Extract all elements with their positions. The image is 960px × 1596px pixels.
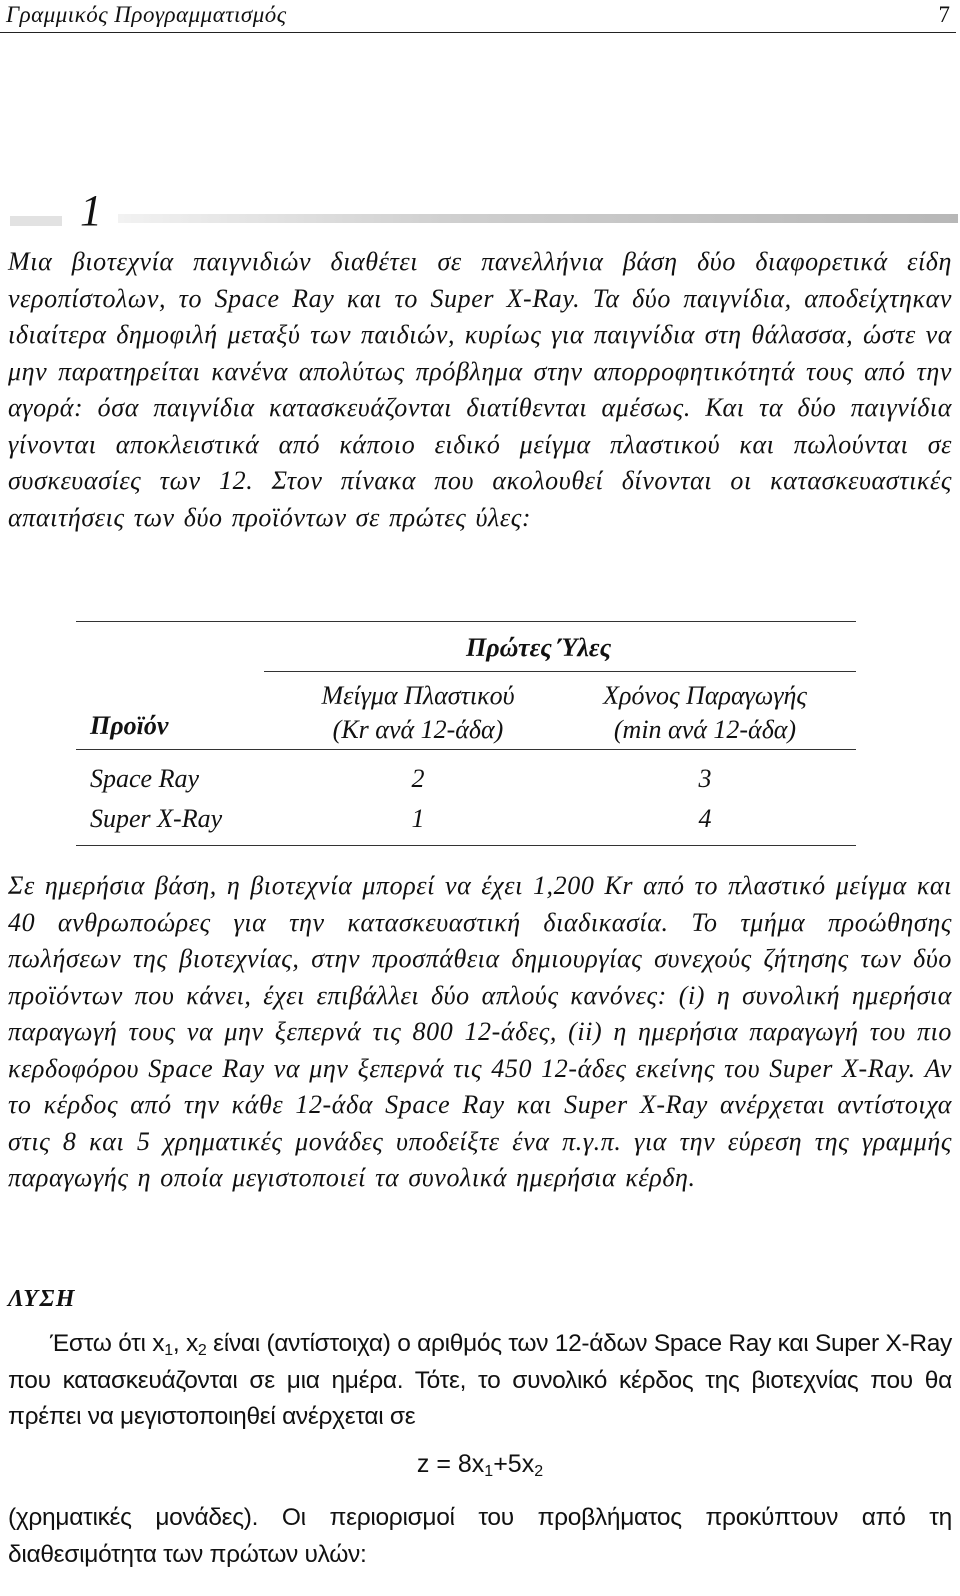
objective-formula — [0, 1450, 960, 1479]
raw-materials-table — [76, 621, 856, 846]
subscript-2: 2 — [197, 1342, 207, 1359]
variable-x: x — [152, 1330, 165, 1357]
formula-mid: +5x — [493, 1450, 535, 1478]
table-header-time — [560, 679, 850, 747]
table-header-rule — [76, 749, 856, 750]
solution-paragraph-2: (χρηματικές μονάδες). Οι περιορισμοί του προβλήματος προκύπτουν από τη διαθεσιμότητα των πρώτων υλών: — [8, 1504, 952, 1568]
page-number: 7 — [938, 2, 950, 27]
table-header-time-line2: (min ανά 12-άδα) — [613, 715, 797, 744]
table-row-time: 4 — [698, 804, 712, 833]
table-row-product: Super X-Ray — [90, 804, 223, 833]
running-title: Γραμμικός Προγραμματισμός — [6, 2, 287, 27]
problem-intro-paragraph: Μια βιοτεχνία παιγνιδιών διαθέτει σε πανελλήνια βάση δύο διαφορετικά είδη νεροπίστολων, το Space Ray και το Super X-Ray. Τα δύο παιγνίδια, αποδείχτηκαν ιδιαίτερα δημοφιλή μεταξύ των παιδιών, κυρίως για παιγνίδια στη θάλασσα, ώστε να μην παρατηρείται κανένα απολύτως πρόβλημα στην απορροφητικότητά τους από την αγορά: όσα παιγνίδια κατασκευάζονται διατίθενται αμέσως. Και τα δύο παιγνίδια γίνονται αποκλειστικά από κάποιο ειδικό μείγμα πλαστικού και πωλούνται σε συσκευασίες των 12. Στον πίνακα που ακολουθεί δίνονται οι κατασκευαστικές απαιτήσεις των δύο προϊόντων σε πρώτες ύλες: — [8, 247, 952, 532]
table-row-product: Space Ray — [90, 764, 200, 793]
subscript-1: 1 — [484, 1463, 494, 1480]
table-group-rule — [264, 671, 856, 672]
table-header-plastic — [278, 679, 558, 747]
marker-bar-right — [118, 214, 958, 223]
exercise-number: 1 — [80, 186, 102, 235]
solution-text-rest: είναι (αντίστοιχα) ο αριθμός των 12-άδων Space Ray και Super X-Ray που κατασκευάζονται σε μια ημέρα. Τότε, το συνολικό κέρδος της βιοτεχνίας που θα πρέπει να μεγιστοποιηθεί ανέρχεται σε — [8, 1330, 952, 1430]
variable-x: x — [185, 1330, 198, 1357]
table-row-plastic: 1 — [411, 804, 425, 833]
marker-bar-left — [10, 216, 62, 226]
solution-paragraph-1 — [8, 1326, 952, 1436]
subscript-1: 1 — [164, 1342, 173, 1359]
table-row-time: 3 — [698, 764, 712, 793]
table-header-plastic-line1: Μείγμα Πλαστικού — [321, 681, 515, 710]
table-header-time-line1: Χρόνος Παραγωγής — [603, 681, 807, 710]
table-row-plastic: 2 — [411, 764, 425, 793]
solution-heading: ΛΥΣΗ — [8, 1286, 76, 1312]
table-header-plastic-line2: (Kr ανά 12-άδα) — [332, 715, 504, 744]
formula-lhs: z = 8x — [416, 1450, 485, 1478]
solution-text-intro: Έστω ότι — [50, 1330, 153, 1357]
exercise-marker — [0, 186, 960, 236]
table-bottom-rule — [76, 845, 856, 846]
separator: , — [172, 1330, 186, 1357]
table-group-header: Πρώτες Ύλες — [466, 633, 612, 662]
table-header-product: Προϊόν — [90, 711, 169, 740]
table-top-rule — [76, 621, 856, 622]
subscript-2: 2 — [534, 1463, 544, 1480]
running-header — [0, 0, 956, 33]
problem-continuation-paragraph: Σε ημερήσια βάση, η βιοτεχνία μπορεί να έχει 1,200 Kr από το πλαστικό μείγμα και 40 ανθρωποώρες για την κατασκευαστική διαδικασία. Το τμήμα προώθησης πωλήσεων της βιοτεχνίας, στην προσπάθεια δημιουργίας συνεχούς ζήτησης των δύο προϊόντων που κάνει, έχει επιβάλλει δύο απλούς κανόνες: (i) η συνολική ημερήσια παραγωγή τους να μην ξεπερνά τις 800 12-άδες, (ii) η ημερήσια παραγωγή του πιο κερδοφόρου Space Ray να μην ξεπερνά τις 450 12-άδες εκείνης του Super X-Ray. Αν το κέρδος από την κάθε 12-άδα Space Ray και Super X-Ray ανέρχεται αντίστοιχα στις 8 και 5 χρηματικές μονάδες υποδείξτε ένα π.γ.π. για την εύρεση της γραμμής παραγωγής η οποία μεγιστοποιεί τα συνολικά ημερήσια κέρδη. — [8, 871, 952, 1192]
